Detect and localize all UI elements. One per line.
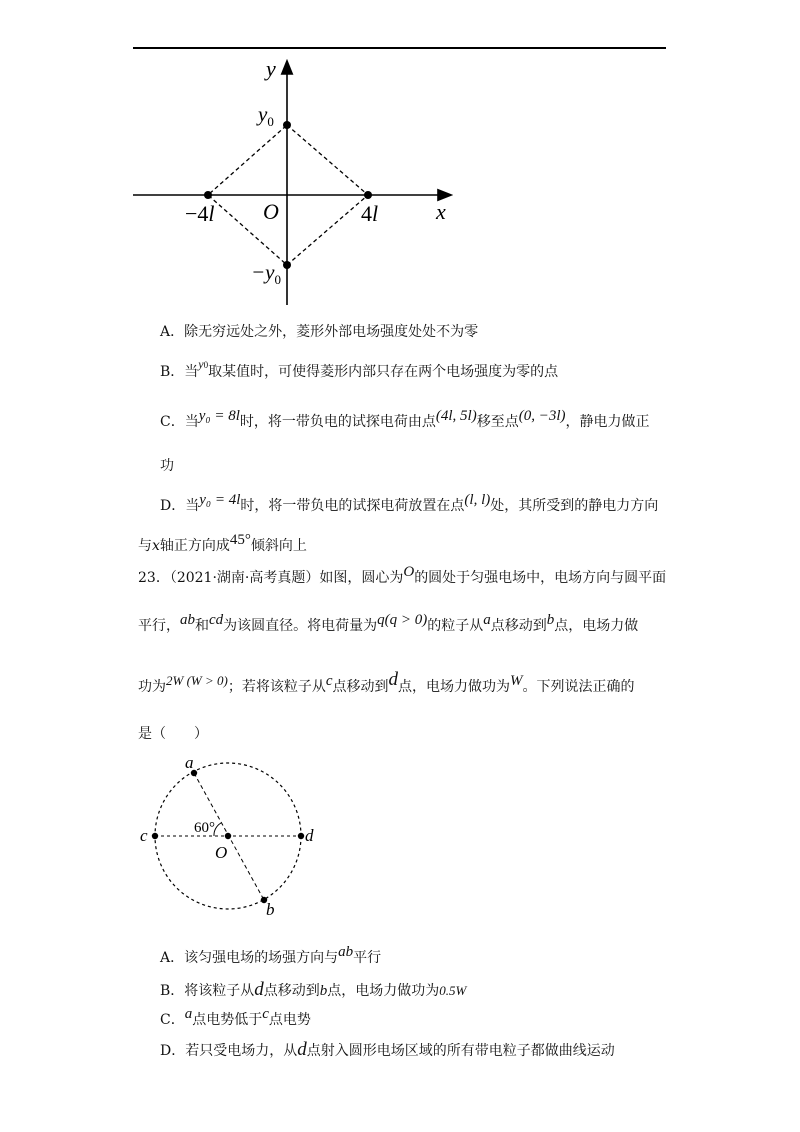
point-top bbox=[283, 121, 291, 129]
q22-option-c-cont: 功 bbox=[160, 458, 174, 474]
q22-option-d-cont: 与x轴正方向成45°倾斜向上 bbox=[138, 532, 307, 554]
q23-option-c: C．a点电势低于c点电势 bbox=[160, 1006, 311, 1028]
point-right bbox=[364, 191, 372, 199]
q23-line3: 功为2W (W > 0)；若将该粒子从c点移动到d点，电场力做功为W。下列说法正确的 bbox=[138, 669, 635, 695]
q23-line1: 23．（2021·湖南·高考真题）如图，圆心为O的圆处于匀强电场中，电场方向与圆平面 bbox=[138, 564, 667, 586]
q22-d-point: (l, l) bbox=[464, 492, 491, 508]
q22-c-math: y₀ = 8l bbox=[198, 408, 240, 424]
label-d: d bbox=[305, 826, 314, 845]
q22-d-math: y₀ = 4l bbox=[199, 492, 241, 508]
y-axis-label: y bbox=[266, 56, 276, 81]
q23-option-b: B．将该粒子从d点移动到b点，电场力做功为0.5W bbox=[160, 979, 467, 1000]
q22-option-d: D．当y₀ = 4l时，将一带负电的试探电荷放置在点(l, l)处，其所受到的静电力方向 bbox=[160, 492, 659, 514]
q22-c-point1: (4l, 5l) bbox=[435, 408, 477, 424]
q23-line2: 平行，ab和cd为该圆直径。将电荷量为q(q > 0)的粒子从a点移动到b点，电场力做 bbox=[138, 612, 639, 634]
x-neg-label: −4l bbox=[185, 201, 215, 226]
q22-b-post: 取某值时，可使得菱形内部只存在两个电场强度为零的点 bbox=[208, 364, 559, 380]
q23-option-a: A．该匀强电场的场强方向与ab平行 bbox=[160, 944, 382, 966]
figure-rhombus bbox=[0, 40, 800, 360]
label-angle: 60° bbox=[194, 820, 215, 836]
point-left bbox=[204, 191, 212, 199]
q22-b-math: y0 bbox=[198, 357, 209, 371]
q22-c-point2: (0, −3l) bbox=[518, 408, 566, 424]
angle-arc bbox=[214, 823, 221, 836]
label-O: O bbox=[215, 843, 228, 862]
label-c: c bbox=[140, 826, 148, 845]
figure-circle bbox=[0, 748, 800, 928]
q22-option-c: C．当y₀ = 8l时，将一带负电的试探电荷由点(4l, 5l)移至点(0, −3l)，静电力做正 bbox=[160, 408, 650, 430]
x-pos-label: 4l bbox=[361, 201, 379, 226]
label-a: a bbox=[185, 753, 194, 772]
q22-option-b bbox=[160, 357, 559, 383]
q22-d-angle: 45° bbox=[229, 532, 251, 548]
origin-label: O bbox=[263, 199, 279, 224]
y0-label: $y_0$ bbox=[258, 102, 274, 129]
point-d bbox=[298, 833, 304, 839]
q22-option-a: A．除无穷远处之外，菱形外部电场强度处处不为零 bbox=[160, 324, 479, 340]
q23-option-d: D．若只受电场力，从d点射入圆形电场区域的所有带电粒子都做曲线运动 bbox=[160, 1039, 615, 1060]
point-bottom bbox=[283, 261, 291, 269]
neg-y0-label: $-y_0$ bbox=[251, 260, 281, 287]
x-axis-label: x bbox=[436, 199, 446, 224]
point-O bbox=[225, 833, 231, 839]
q22-b-pre: B．当 bbox=[160, 364, 199, 380]
label-b: b bbox=[266, 900, 275, 919]
q23-line4: 是（ ） bbox=[138, 726, 208, 742]
point-c bbox=[152, 833, 158, 839]
